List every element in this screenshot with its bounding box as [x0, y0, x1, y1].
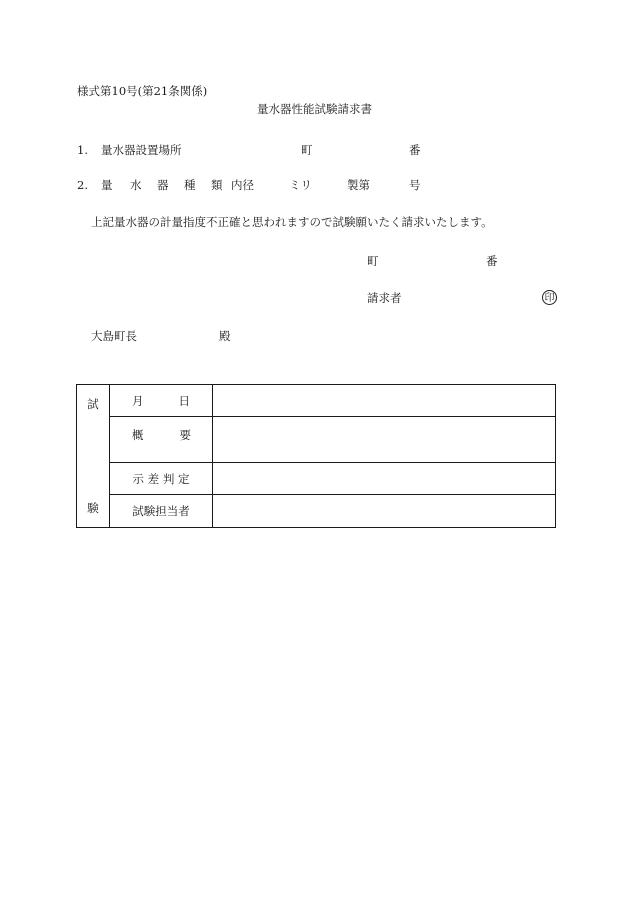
- difference-judgment-label-cell: [110, 463, 213, 495]
- item1-number: 1.: [77, 143, 88, 157]
- requester-label: 請求者: [367, 291, 402, 305]
- addressee-name: 大島町長: [91, 329, 137, 343]
- item1-label: 量水器設置場所: [101, 143, 182, 157]
- seal-mark: 印: [542, 290, 557, 305]
- date-value-cell[interactable]: [213, 385, 556, 417]
- item2-label-char-1: 量: [101, 178, 113, 192]
- summary-value-cell[interactable]: [213, 417, 556, 463]
- summary-label-cell: [110, 417, 213, 463]
- item2-number: 2.: [77, 178, 88, 192]
- item2-inner-diameter: 内径: [231, 178, 254, 192]
- item2-label-char-5: 類: [211, 178, 223, 192]
- test-side-bottom-char: 験: [87, 501, 99, 515]
- summary-label-char-2: 要: [179, 428, 191, 442]
- difference-judgment-value-cell[interactable]: [213, 463, 556, 495]
- item2-go: 号: [409, 178, 421, 192]
- item2-label-char-4: 種: [184, 178, 196, 192]
- day-label: 日: [178, 393, 190, 408]
- requester-town-label: 町: [367, 254, 379, 268]
- test-side-top-char: 試: [87, 397, 99, 411]
- tester-label: 試験担当者: [132, 504, 190, 518]
- month-label: 月: [132, 393, 144, 408]
- item2-label-char-3: 器: [157, 178, 169, 192]
- tester-value-cell[interactable]: [213, 495, 556, 528]
- addressee-honorific: 殿: [219, 329, 231, 343]
- item2-label-char-2: 水: [130, 178, 142, 192]
- summary-label-char-1: 概: [132, 428, 144, 442]
- requester-ban-label: 番: [486, 254, 498, 268]
- test-record-table: [76, 384, 556, 528]
- request-paragraph: 上記量水器の計量指度不正確と思われますので試験願いたく請求いたします。: [91, 215, 493, 229]
- item1-ban-label: 番: [409, 143, 421, 157]
- item2-mm: ミリ: [289, 178, 312, 192]
- form-number: 様式第10号(第21条関係): [77, 84, 208, 98]
- item1-town-label: 町: [301, 143, 313, 157]
- tester-label-cell: [110, 495, 213, 528]
- item2-made: 製第: [347, 178, 370, 192]
- test-side-cell: [77, 385, 110, 528]
- difference-judgment-label: 示 差 判 定: [132, 471, 190, 486]
- date-label-cell: [110, 385, 213, 417]
- document-title: 量水器性能試験請求書: [257, 102, 372, 116]
